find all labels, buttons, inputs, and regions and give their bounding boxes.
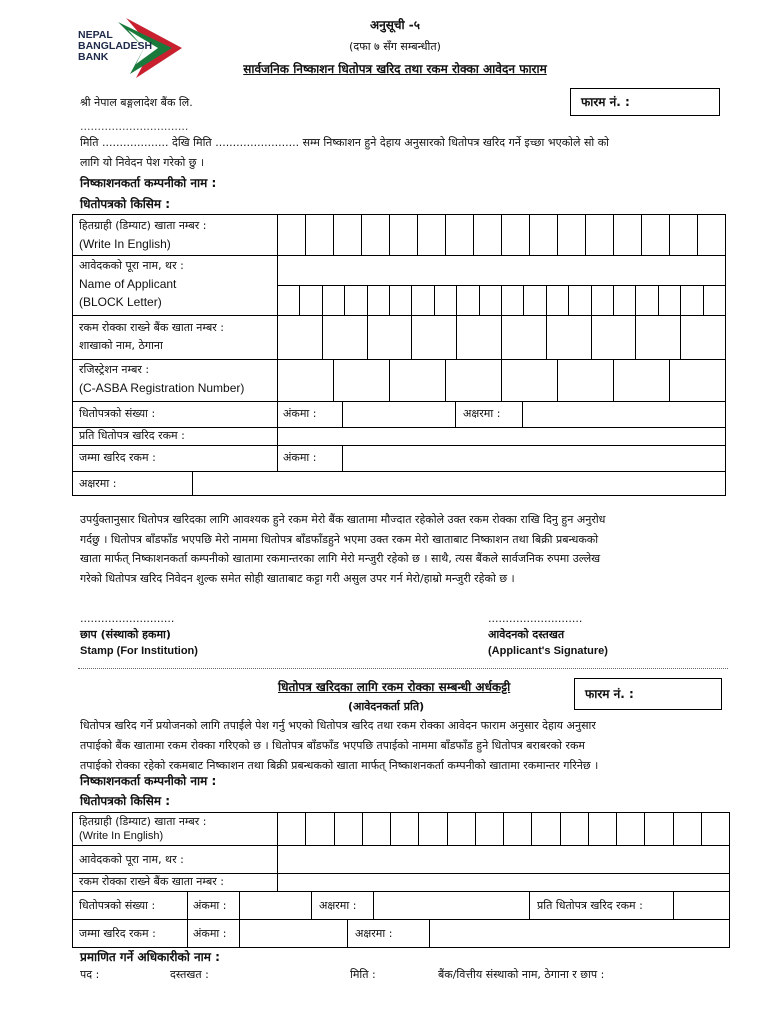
receipt-applicant-label: आवेदकको पूरा नाम, थर : [79, 853, 184, 866]
character-box [418, 813, 419, 845]
character-box [635, 315, 636, 359]
character-box [475, 813, 476, 845]
receipt-total-words-input[interactable] [430, 919, 729, 947]
addressee-line: श्री नेपाल बङ्गलादेश बैंक लि. [80, 96, 193, 109]
character-box [362, 813, 363, 845]
character-box [669, 359, 670, 401]
character-box [703, 285, 704, 315]
character-box [546, 285, 547, 315]
signature-label: आवेदनको दस्तखत [488, 628, 565, 641]
receipt-quantity-label: धितोपत्रको संख्या : [79, 899, 156, 912]
bank-account-input[interactable] [277, 315, 725, 359]
character-box [334, 813, 335, 845]
signature-field-label: दस्तखत : [170, 968, 209, 981]
logo-text-line2: BANGLADESH [78, 40, 153, 52]
character-box [523, 285, 524, 315]
character-box [367, 315, 368, 359]
character-box [322, 285, 323, 315]
receipt-bank-account-label: रकम रोक्का राख्ने बैंक खाता नम्बर : [79, 875, 224, 888]
quantity-in-figures-input[interactable] [343, 401, 455, 427]
total-in-figures-label: अंकमा : [283, 451, 317, 464]
receipt-paragraph-line: तपाईको बैंक खातामा रकम रोक्का गरिएको छ । धितोपत्र बाँडफाँड भएपछि तपाईको नाममा बाँडफाँड हुने धितोपत्र बराबरको रकम [80, 739, 585, 752]
total-in-words-label: अक्षरमा : [79, 477, 117, 490]
character-box [680, 285, 681, 315]
receipt-table [72, 812, 730, 948]
applicant-name-block-label: (BLOCK Letter) [79, 295, 162, 309]
declaration-paragraph [80, 510, 730, 588]
character-box [588, 813, 589, 845]
registration-number-label: रजिस्ट्रेशन नम्बर : [79, 363, 150, 376]
total-amount-label: जम्मा खरिद रकम : [79, 451, 156, 464]
receipt-demat-input[interactable] [277, 813, 729, 845]
form-number-label: फारम नं. : [581, 95, 630, 109]
applicant-name-english-input[interactable] [277, 285, 725, 315]
receipt-quantity-figures-label: अंकमा : [193, 899, 227, 912]
character-box [299, 285, 300, 315]
character-box [635, 285, 636, 315]
applicant-name-label: आवेदकको पूरा नाम, थर : [79, 259, 184, 272]
receipt-form-number-label: फारम नं. : [585, 687, 634, 701]
character-box [456, 315, 457, 359]
receipt-paragraph [80, 716, 730, 776]
character-box [390, 813, 391, 845]
application-table [72, 214, 726, 496]
receipt-total-figures-label: अंकमा : [193, 927, 227, 940]
character-box [501, 285, 502, 315]
character-box [501, 359, 502, 401]
receipt-total-words-label: अक्षरमा : [355, 927, 393, 940]
character-box [322, 315, 323, 359]
character-box [644, 813, 645, 845]
casba-registration-label: (C-ASBA Registration Number) [79, 381, 245, 395]
character-box [658, 285, 659, 315]
security-type-label: धितोपत्रको किसिम : [80, 197, 171, 211]
character-box [447, 813, 448, 845]
form-number-box[interactable] [570, 88, 720, 116]
character-box [560, 813, 561, 845]
receipt-form-number-box[interactable] [574, 678, 722, 710]
stamp-label: छाप (संस्थाको हकमा) [80, 628, 171, 641]
date-label: मिति : [350, 968, 376, 981]
registration-number-input[interactable] [277, 359, 725, 401]
receipt-paragraph-line: धितोपत्र खरिद गर्ने प्रयोजनको लागि तपाईले पेश गर्नु भएको धितोपत्र खरिद तथा रकम रोक्का आवेदन फाराम अनुसार देहाय अनुसार [80, 719, 596, 732]
signature-label-en: (Applicant's Signature) [488, 645, 608, 657]
quantity-in-words-input[interactable] [513, 401, 725, 427]
signature-dotted-line[interactable]: ........................... [488, 612, 583, 625]
declaration-line: गरेको धितोपत्र खरिद निवेदन शुल्क समेत सोही खाताबाट कट्टा गरी असुल उपर गर्न मेरो/हाम्रो मन्जुरी रहेको छ । [80, 571, 515, 585]
character-box [411, 315, 412, 359]
character-box [591, 315, 592, 359]
bank-account-label: रकम रोक्का राख्ने बैंक खाता नम्बर : [79, 321, 224, 334]
receipt-quantity-figures-input[interactable] [240, 891, 311, 919]
total-in-words-input[interactable] [193, 471, 725, 495]
bank-logo [78, 14, 188, 80]
cut-line [78, 668, 728, 669]
receipt-applicant-input[interactable] [278, 845, 729, 873]
issuer-company-label: निष्काशनकर्ता कम्पनीको नाम : [80, 176, 217, 190]
intro-line-1: मिति ................... देखि मिति ........................ सम्म निष्काशन हुने देहाय अनुसारको धितोपत्र खरिद गर्ने इच्छा भएकोले सो को [80, 136, 610, 149]
character-box [680, 315, 681, 359]
applicant-name-nepali-input[interactable] [278, 215, 725, 285]
character-box [591, 285, 592, 315]
post-label: पद : [80, 968, 100, 981]
character-box [503, 813, 504, 845]
receipt-bank-account-input[interactable] [278, 873, 729, 891]
declaration-line: गर्दछु । धितोपत्र बाँडफाँड भएपछि मेरो नाममा धितोपत्र बाँडफाँडहुने भएमा उक्त रकम मेरो खाताबाट निष्काशन तथा बिक्री प्रबन्धकको [80, 532, 599, 546]
receipt-security-type-label: धितोपत्रको किसिम : [80, 794, 171, 808]
demat-account-label-en: (Write In English) [79, 237, 171, 251]
receipt-demat-label: हितग्राही (डिम्याट) खाता नम्बर : [79, 815, 207, 828]
receipt-paragraph-line: तपाईको रोक्का रहेको रकमबाट निष्काशन तथा बिक्री प्रबन्धकको खाता मार्फत् निष्काशनकर्ता कम्पनीको खातामा रकमान्तर गरिनेछ । [80, 759, 599, 772]
character-box [616, 813, 617, 845]
receipt-quantity-words-label: अक्षरमा : [319, 899, 357, 912]
character-box [344, 285, 345, 315]
receipt-title: धितोपत्र खरिदका लागि रकम रोक्का सम्बन्धी अर्धकट्टी [278, 680, 511, 694]
receipt-issuer-label: निष्काशनकर्ता कम्पनीको नाम : [80, 774, 217, 788]
bank-stamp-label: बैंक/वित्तीय संस्थाको नाम, ठेगाना र छाप : [438, 968, 605, 981]
character-box [557, 359, 558, 401]
character-box [389, 359, 390, 401]
certifier-label: प्रमाणित गर्ने अधिकारीको नाम : [80, 950, 220, 964]
character-box [701, 813, 702, 845]
addressee-dots: ............................... [80, 120, 189, 133]
quantity-in-words-label: अक्षरमा : [463, 407, 501, 420]
applicant-name-label-en: Name of Applicant [79, 277, 177, 291]
stamp-label-en: Stamp (For Institution) [80, 645, 198, 657]
receipt-quantity-words-input[interactable] [374, 891, 529, 919]
demat-account-label: हितग्राही (डिम्याट) खाता नम्बर : [79, 219, 207, 232]
clause-reference: (दफा ७ सँग सम्बन्धीत) [349, 40, 441, 53]
price-per-security-input[interactable] [278, 427, 725, 445]
character-box [411, 285, 412, 315]
character-box [434, 285, 435, 315]
schedule-heading: अनुसूची -५ [369, 18, 421, 32]
character-box [456, 285, 457, 315]
character-box [568, 285, 569, 315]
receipt-total-figures-input[interactable] [240, 919, 347, 947]
character-box [445, 359, 446, 401]
total-in-figures-input[interactable] [343, 445, 725, 471]
price-per-security-label: प्रति धितोपत्र खरिद रकम : [79, 429, 185, 442]
character-box [531, 813, 532, 845]
branch-address-label: शाखाको नाम, ठेगाना [79, 339, 163, 352]
receipt-demat-label-en: (Write In English) [79, 830, 164, 842]
form-title: सार्वजनिक निष्काशन धितोपत्र खरिद तथा रकम रोक्का आवेदन फाराम [243, 62, 547, 76]
character-box [613, 359, 614, 401]
receipt-price-label: प्रति धितोपत्र खरिद रकम : [537, 899, 643, 912]
character-box [501, 315, 502, 359]
logo-text-line1: NEPAL [78, 29, 113, 41]
character-box [479, 285, 480, 315]
declaration-line: उपर्युक्तानुसार धितोपत्र खरिदका लागि आवश्यक हुने रकम मेरो बैंक खातामा मौज्दात रहेकोले उक्त रकम रोक्का राखि दिनु हुन अनुरोध [80, 513, 606, 526]
receipt-subtitle: (आवेदनकर्ता प्रति) [348, 700, 425, 713]
character-box [673, 813, 674, 845]
receipt-price-input[interactable] [674, 891, 729, 919]
quantity-in-figures-label: अंकमा : [283, 407, 317, 420]
character-box [613, 285, 614, 315]
character-box [333, 359, 334, 401]
logo-text-line3: BANK [78, 51, 109, 63]
declaration-line: खाता मार्फत् निष्काशनकर्ता कम्पनीको खातामा रकमान्तरका लागि मेरो मन्जुरी रहेको छ । साथै, त्यस बैंकले सार्वजनिक रुपमा उल्लेख [80, 552, 601, 565]
character-box [546, 315, 547, 359]
security-quantity-label: धितोपत्रको संख्या : [79, 407, 156, 420]
stamp-dotted-line[interactable]: ........................... [80, 612, 175, 625]
character-box [305, 813, 306, 845]
character-box [389, 285, 390, 315]
intro-line-2: लागि यो निवेदन पेश गरेको छु । [80, 156, 205, 169]
receipt-total-label: जम्मा खरिद रकम : [79, 927, 156, 940]
character-box [367, 285, 368, 315]
